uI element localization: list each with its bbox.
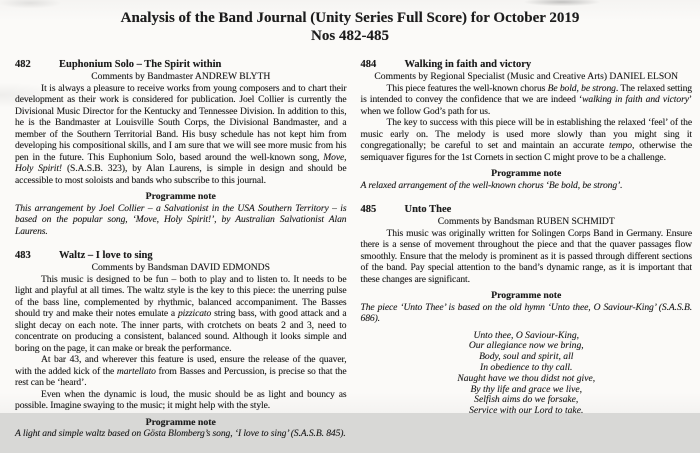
comments-by-line: Comments by Bandsman DAVID EDMONDS [91, 262, 270, 274]
programme-note-label: Programme note [145, 416, 216, 428]
section-heading [361, 59, 693, 71]
comments-by-line: Comments by Regional Specialist (Music and Creative Arts) DANIEL ELSON [374, 71, 679, 82]
section-heading [15, 250, 347, 262]
body-paragraph: This piece features the well-known chorus Be bold, be strong. The relaxed setting is intended to convey the confidence that we are indeed ‘walking in faith and victory’ when we follow God’s path for us. [360, 82, 692, 117]
programme-note-text: The piece ‘Unto Thee’ is based on the old hymn ‘Unto thee, O Saviour-King’ (S.A.S.B. 686). [360, 301, 692, 325]
hymn-verse [361, 331, 693, 417]
section-title: Walking in faith and victory [404, 59, 532, 70]
section-title: Unto Thee [404, 204, 452, 216]
section-number: 485 [360, 204, 377, 216]
section-number: 483 [15, 250, 31, 262]
right-column [361, 59, 693, 453]
section-482 [15, 59, 347, 237]
hymn-verse-line: Unto thee, O Saviour-King, [473, 329, 580, 341]
programme-note-label: Programme note [491, 290, 562, 302]
programme-note-label: Programme note [145, 191, 216, 203]
programme-note-text: A relaxed arrangement of the well-known chorus ‘Be bold, be strong’. [360, 179, 623, 191]
body-paragraph: It is always a pleasure to receive works from young composers and to chart their development as their work is considered for publication. Joel Collier is currently the Divisional Music Director for the Kentucky and Tennessee Division. In addition to this, he is the Bandmaster at Louisville South Corps, the Divisional Bandmaster, and a member of the Southern Territorial Band. His busy schedule has not kept him from developing his compositional skills, and I am sure that we will see more music from his pen in the future. This Euphonium Solo, based around the well-known song, Move, Holy Spirit! (S.A.S.B. 323), by Alan Laurens, is simple in design and should be accessible to most soloists and bands who subscribe to this journal. [15, 82, 347, 186]
body-paragraph: At bar 43, and wherever this feature is used, ensure the release of the quaver, with the added kick of the martellato from Basses and Percussion, is precise so that the rest can be ‘heard’. [15, 354, 347, 389]
two-column-body [0, 45, 700, 453]
hymn-verse-line: Service with our Lord to take. [469, 405, 584, 417]
hymn-verse-line: Selfish aims do we forsake, [474, 394, 579, 406]
document-title-line-1: Analysis of the Band Journal (Unity Series Full Score) for October 2019 [120, 10, 580, 26]
programme-note-label: Programme note [491, 168, 562, 180]
hymn-verse-line: Our allegiance now we bring, [468, 340, 584, 352]
body-paragraph: The key to success with this piece will be in establishing the relaxed ‘feel’ of the music early on. The melody is used more slowly than you might sing it congregationally; be careful to set and maintain an accurate tempo, otherwise the semiquaver figures for the 1st Cornets in section C might prove to be a challenge. [360, 117, 692, 163]
hymn-verse-line: In obedience to thy call. [480, 362, 573, 374]
section-title: Waltz – I love to sing [59, 250, 153, 262]
section-483 [15, 250, 347, 440]
section-heading [15, 59, 347, 71]
section-number: 484 [360, 59, 377, 70]
left-column [15, 59, 347, 453]
programme-note-text: A light and simple waltz based on Gösta Blomberg’s song, ‘I love to sing’ (S.A.S.B. 845). [15, 428, 346, 440]
programme-note-text: This arrangement by Joel Collier – a Salvationist in the USA Southern Territory – is based on the popular song, ‘Move, Holy Spirit!’, by Australian Salvationist Alan Laurens. [15, 202, 347, 237]
document-title [0, 0, 700, 45]
body-paragraph: Even when the dynamic is loud, the music should be as light and bouncy as possible. Imagine swaying to the music; it might help with the style. [15, 388, 347, 412]
section-title: Euphonium Solo – The Spirit within [59, 59, 222, 70]
comments-by-line: Comments by Bandsman RUBEN SCHMIDT [437, 216, 615, 228]
document-title-line-2: Nos 482-485 [311, 28, 389, 44]
section-485 [361, 204, 693, 417]
hymn-verse-line: Naught have we thou didst not give, [457, 372, 596, 384]
section-484 [361, 59, 693, 191]
body-paragraph: This music is designed to be fun – both to play and to listen to. It needs to be light and playful at all times. The waltz style is the key to this piece: the unerring pulse of the bass line, complemented by rhythmic, balanced accompaniment. The Basses should try and make their notes emulate a pizzicato string bass, with good attack and a slight decay on each note. The inner parts, with crotchets on beats 2 and 3, need to concentrate on producing a consistent, balanced sound. Although it looks simple and boring on the page, it can make or break the performance. [15, 273, 347, 354]
hymn-verse-line: By thy life and grace we live, [470, 383, 583, 395]
section-heading [361, 204, 693, 216]
section-number: 482 [15, 59, 31, 70]
comments-by-line: Comments by Bandmaster ANDREW BLYTH [91, 71, 271, 82]
hymn-verse-line: Body, soul and spirit, all [479, 351, 574, 363]
body-paragraph: This music was originally written for Solingen Corps Band in Germany. Ensure there is a sense of movement throughout the piece and that the quaver passages flow smoothly. Ensure that the melody is prominent as it is passed through different sections of the band. Pay special attention to the band’s dynamic range, as it is important that these changes are significant. [360, 227, 692, 285]
